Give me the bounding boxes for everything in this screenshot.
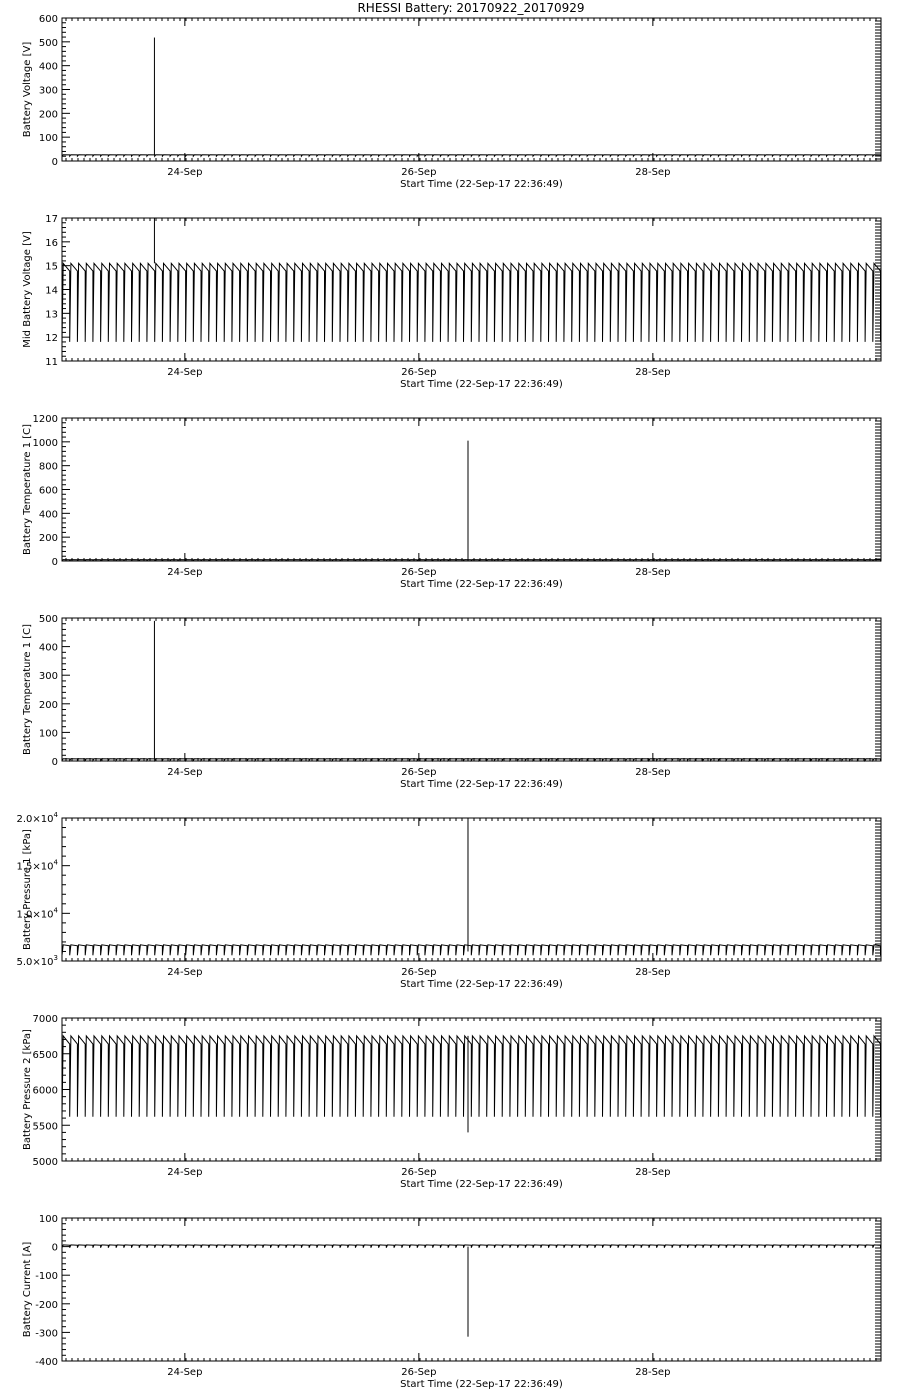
y-tick-label: 300 <box>38 671 58 683</box>
series-line <box>62 1036 881 1117</box>
y-tick-label <box>17 811 59 825</box>
y-tick-label: 11 <box>45 357 58 368</box>
plot-frame <box>62 618 881 761</box>
series-line <box>62 1245 881 1248</box>
y-tick-exponent: 4 <box>53 811 58 819</box>
y-tick-mantissa: 2.0×10 <box>16 814 54 825</box>
y-tick-label: 200 <box>38 109 58 121</box>
y-tick-label: 15 <box>45 261 58 273</box>
figure-title: RHESSI Battery: 20170922_20170929 <box>357 1 585 15</box>
y-tick-label: 1000 <box>32 437 58 449</box>
y-tick-label: 400 <box>38 642 58 654</box>
y-tick-exponent: 3 <box>53 954 58 962</box>
panel-battery-pressure-1 <box>17 811 881 990</box>
panel-battery-voltage <box>22 14 881 190</box>
y-tick-label: 16 <box>45 237 58 249</box>
x-tick-label: 26-Sep <box>401 567 437 578</box>
panels-container <box>17 14 881 1390</box>
y-axis-label: Battery Pressure 1 [kPa] <box>22 829 33 950</box>
y-tick-label: 13 <box>45 309 58 321</box>
y-tick-label: 0 <box>51 1242 58 1254</box>
y-tick-exponent: 4 <box>53 858 58 867</box>
x-tick-label: 24-Sep <box>167 767 203 778</box>
y-axis-label: Battery Current [A] <box>22 1241 33 1338</box>
x-minor-ticks <box>66 18 876 161</box>
y-tick-label: 14 <box>45 285 58 297</box>
x-tick-label: 28-Sep <box>635 967 671 978</box>
y-tick-label: 100 <box>38 728 58 740</box>
y-axis-label: Battery Temperature 1 [C] <box>22 423 33 556</box>
y-tick-label: 400 <box>38 61 58 73</box>
y-axis-label: Mid Battery Voltage [V] <box>22 231 33 348</box>
y-tick-label: 100 <box>38 1214 58 1225</box>
x-axis-title: Start Time (22-Sep-17 22:36:49) <box>400 1379 563 1390</box>
y-tick-label: -300 <box>35 1328 58 1340</box>
y-tick-mantissa: 5.0×10 <box>16 957 54 968</box>
x-tick-label: 24-Sep <box>167 1367 203 1378</box>
x-minor-ticks <box>66 1218 876 1361</box>
y-tick-exponent: 4 <box>53 906 58 915</box>
y-tick-label: -400 <box>35 1357 58 1368</box>
x-tick-label: 28-Sep <box>635 767 671 778</box>
panel-battery-temperature-1a <box>22 414 881 590</box>
x-axis-title: Start Time (22-Sep-17 22:36:49) <box>400 379 563 390</box>
y-right-minor-ticks <box>875 821 881 959</box>
x-tick-label: 24-Sep <box>167 367 203 378</box>
y-tick-label: 12 <box>45 333 58 345</box>
x-tick-label: 28-Sep <box>635 167 671 178</box>
y-right-minor-ticks <box>875 1221 881 1359</box>
x-tick-label: 24-Sep <box>167 967 203 978</box>
x-tick-label: 26-Sep <box>401 167 437 178</box>
x-tick-label: 28-Sep <box>635 1367 671 1378</box>
x-tick-label: 24-Sep <box>167 167 203 178</box>
plot-frame <box>62 418 881 561</box>
x-tick-label: 28-Sep <box>635 567 671 578</box>
plot-frame <box>62 18 881 161</box>
y-tick-label: -100 <box>35 1271 58 1283</box>
series-line <box>62 263 881 342</box>
x-axis-title: Start Time (22-Sep-17 22:36:49) <box>400 779 563 790</box>
y-tick-label: 500 <box>38 37 58 49</box>
y-tick-label: 600 <box>38 14 58 25</box>
y-tick-label: 400 <box>38 509 58 521</box>
y-tick-mantissa: 1.5×10 <box>16 861 54 873</box>
x-minor-ticks <box>66 618 876 761</box>
plot-frame <box>62 818 881 961</box>
y-tick-label: 6000 <box>32 1085 58 1097</box>
x-axis-title: Start Time (22-Sep-17 22:36:49) <box>400 579 563 590</box>
x-tick-label: 24-Sep <box>167 567 203 578</box>
x-minor-ticks <box>66 818 876 961</box>
y-tick-label: 500 <box>38 614 58 625</box>
x-minor-ticks <box>66 418 876 561</box>
x-tick-label: 26-Sep <box>401 767 437 778</box>
x-tick-label: 26-Sep <box>401 367 437 378</box>
plot-frame <box>62 1218 881 1361</box>
x-axis-title: Start Time (22-Sep-17 22:36:49) <box>400 979 563 990</box>
panel-battery-pressure-2 <box>22 1014 881 1190</box>
y-tick-label: 1200 <box>32 414 58 425</box>
y-tick-label: 0 <box>51 757 58 768</box>
y-tick-label: 5000 <box>32 1157 58 1168</box>
panel-mid-battery-voltage <box>22 214 881 390</box>
y-axis-label: Battery Voltage [V] <box>22 41 33 138</box>
x-tick-label: 24-Sep <box>167 1167 203 1178</box>
y-tick-label: 200 <box>38 533 58 545</box>
panel-battery-current <box>22 1214 881 1390</box>
y-tick-label: 200 <box>38 699 58 711</box>
y-tick-label <box>17 954 58 968</box>
y-tick-label: 300 <box>38 85 58 97</box>
y-tick-label: 600 <box>38 485 58 497</box>
x-axis-title: Start Time (22-Sep-17 22:36:49) <box>400 179 563 190</box>
y-tick-label: -200 <box>35 1299 58 1311</box>
y-tick-label: 800 <box>38 461 58 473</box>
y-right-minor-ticks <box>875 21 881 159</box>
y-tick-mantissa: 1.0×10 <box>16 909 54 921</box>
y-axis-label: Battery Temperature 1 [C] <box>22 623 33 756</box>
y-tick-label: 0 <box>51 557 58 568</box>
y-tick-label: 17 <box>45 214 58 225</box>
panel-battery-temperature-1b <box>22 614 881 790</box>
y-right-minor-ticks <box>875 421 881 559</box>
y-tick-label: 6500 <box>32 1049 58 1061</box>
x-axis-title: Start Time (22-Sep-17 22:36:49) <box>400 1179 563 1190</box>
x-tick-label: 26-Sep <box>401 1167 437 1178</box>
x-tick-label: 26-Sep <box>401 967 437 978</box>
y-tick-label: 5500 <box>32 1121 58 1133</box>
y-right-minor-ticks <box>875 621 881 759</box>
y-tick-label: 100 <box>38 133 58 145</box>
y-tick-label: 0 <box>51 157 58 168</box>
y-tick-label: 7000 <box>32 1014 58 1025</box>
x-tick-label: 26-Sep <box>401 1367 437 1378</box>
x-tick-label: 28-Sep <box>635 367 671 378</box>
x-tick-label: 28-Sep <box>635 1167 671 1178</box>
y-axis-label: Battery Pressure 2 [kPa] <box>22 1029 33 1150</box>
